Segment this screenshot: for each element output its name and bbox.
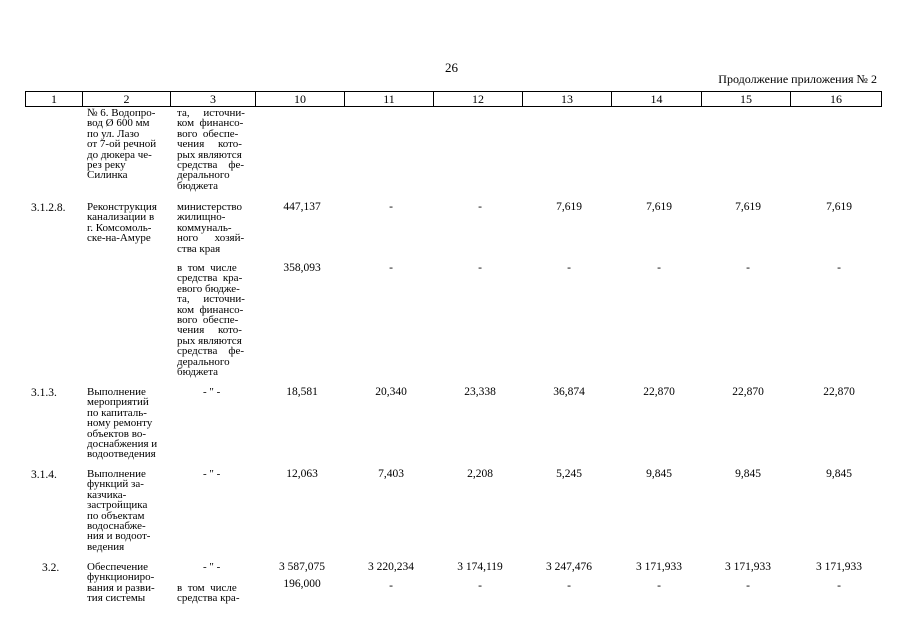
row-value: 7,619 [826,201,852,213]
row-value: 23,338 [464,386,496,398]
row-source: та, источни- ком финансо- вого обеспе- чения кото- рых являются средства фе- дерального бюджета [177,107,245,192]
row-name: № 6. Водопро- вод Ø 600 мм по ул. Лазо от 7-ой речной до дюкера че- рез реку Силинка [87,107,157,182]
row-code: 3.1.4. [31,469,57,481]
col-header-16: 16 [791,92,882,107]
row-value: 22,870 [823,386,855,398]
col-header-10: 10 [256,92,345,107]
col-header-13: 13 [523,92,612,107]
col-header-15: 15 [702,92,791,107]
row-value: - [837,262,841,274]
row-source: - " - [203,386,221,398]
row-value: - [389,201,393,213]
row-value: 7,619 [556,201,582,213]
row-value: - [567,580,571,592]
row-value: 7,619 [646,201,672,213]
row-code: 3.1.2.8. [31,202,66,214]
row-value: 3 171,933 [725,561,771,573]
row-source: министерство жилищно- коммуналь- ного хозяй- ства края [177,201,245,255]
row-value: 22,870 [643,386,675,398]
row-value: 5,245 [556,468,582,480]
row-value: 7,619 [735,201,761,213]
row-code: 3.2. [42,562,60,574]
continuation-note: Продолжение приложения № 2 [718,72,877,86]
row-value: 7,403 [378,468,404,480]
col-header-1: 1 [26,92,83,107]
row-value: - [567,262,571,274]
row-name: Реконструкция канализации в г. Комсомоль- ске-на-Амуре [87,201,157,245]
row-value: - [478,201,482,213]
row-value: 447,137 [283,201,321,213]
row-source: в том числе средства кра- [177,582,240,605]
row-value: 20,340 [375,386,407,398]
row-value: - [837,580,841,592]
row-value: 12,063 [286,468,318,480]
row-value: 3 247,476 [546,561,592,573]
col-header-3: 3 [171,92,256,107]
column-header-row [25,91,882,107]
col-header-12: 12 [434,92,523,107]
row-value: - [389,262,393,274]
page-number: 26 [445,60,458,75]
row-value: 3 174,119 [457,561,503,573]
col-header-14: 14 [612,92,702,107]
row-value: 9,845 [735,468,761,480]
row-value: 3 171,933 [816,561,862,573]
row-value: 9,845 [826,468,852,480]
row-name: Выполнение мероприятий по капиталь- ному ремонту объектов во- доснабжения и водоотведения [87,386,158,461]
row-value: 22,870 [732,386,764,398]
row-value: 2,208 [467,468,493,480]
row-value: - [478,580,482,592]
row-value: 18,581 [286,386,318,398]
row-source: - " - [203,561,221,573]
row-name: Обеспечение функциониро- вания и разви- тия системы [87,561,155,605]
row-value: 3 220,234 [368,561,414,573]
row-value: 3 171,933 [636,561,682,573]
row-value: 3 587,075 [279,561,325,573]
row-value: - [746,262,750,274]
row-source: в том числе средства кра- евого бюдже- та, источни- ком финансо- вого обеспе- чения кото- рых являются средства фе- дерального бюджета [177,262,245,379]
row-value: - [389,580,393,592]
row-value: - [746,580,750,592]
row-name: Выполнение функций за- казчика- застройщика по объектам водоснабже- ния и водоот- ведения [87,468,151,553]
row-value: 358,093 [283,262,321,274]
col-header-11: 11 [345,92,434,107]
row-value: 9,845 [646,468,672,480]
row-value: - [657,262,661,274]
col-header-2: 2 [83,92,171,107]
row-value: - [657,580,661,592]
row-value: 196,000 [283,578,321,590]
row-source: - " - [203,468,221,480]
row-value: - [478,262,482,274]
row-code: 3.1.3. [31,387,57,399]
row-value: 36,874 [553,386,585,398]
